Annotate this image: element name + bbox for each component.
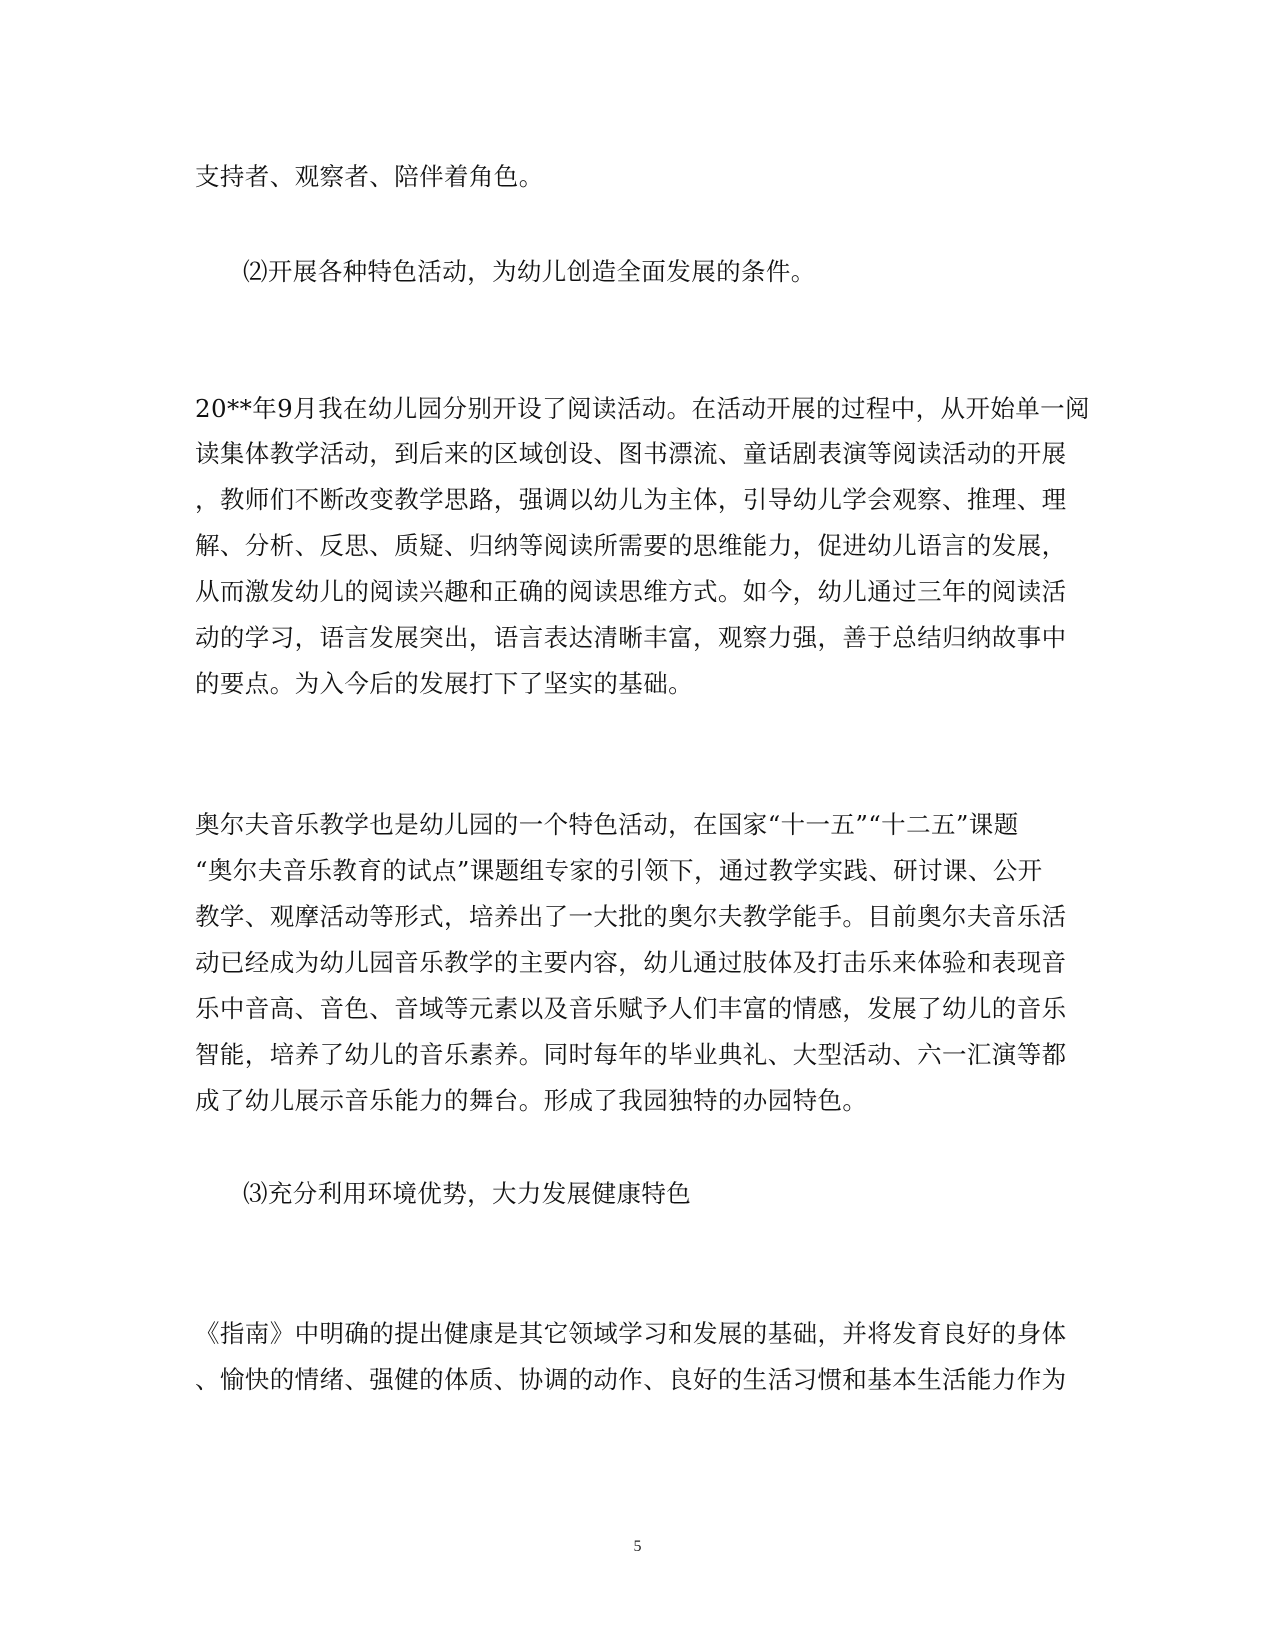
- text-line: 《指南》中明确的提出健康是其它领域学习和发展的基础，并将发育良好的身体: [195, 1319, 1067, 1348]
- text-line: 支持者、观察者、陪伴着角色。: [195, 162, 544, 191]
- text-line: 智能，培养了幼儿的音乐素养。同时每年的毕业典礼、大型活动、六一汇演等都: [195, 1040, 1067, 1069]
- text-line: 成了幼儿展示音乐能力的舞台。形成了我园独特的办园特色。: [195, 1086, 868, 1115]
- text-line: 乐中音高、音色、音域等元素以及音乐赋予人们丰富的情感，发展了幼儿的音乐: [195, 994, 1067, 1023]
- section-heading-2: ⑵开展各种特色活动，为幼儿创造全面发展的条件。: [243, 257, 816, 286]
- section-heading-3: ⑶充分利用环境优势，大力发展健康特色: [243, 1179, 692, 1208]
- text-line: 的要点。为入今后的发展打下了坚实的基础。: [195, 669, 693, 698]
- text-line: 读集体教学活动，到后来的区域创设、图书漂流、童话剧表演等阅读活动的开展: [195, 439, 1067, 468]
- text-line: “奥尔夫音乐教育的试点”课题组专家的引领下，通过教学实践、研讨课、公开: [195, 856, 1043, 885]
- text-line: 奥尔夫音乐教学也是幼儿园的一个特色活动，在国家“十一五”“十二五”课题: [195, 810, 1019, 839]
- text-line: ，教师们不断改变教学思路，强调以幼儿为主体，引导幼儿学会观察、推理、理: [195, 485, 1067, 514]
- text-line: 教学、观摩活动等形式，培养出了一大批的奥尔夫教学能手。目前奥尔夫音乐活: [195, 902, 1067, 931]
- text-line: 20**年9月我在幼儿园分别开设了阅读活动。在活动开展的过程中，从开始单一阅: [195, 394, 1090, 423]
- page-number: 5: [633, 1538, 642, 1555]
- text-line: 动的学习，语言发展突出，语言表达清晰丰富，观察力强，善于总结归纳故事中: [195, 623, 1067, 652]
- text-line: 解、分析、反思、质疑、归纳等阅读所需要的思维能力，促进幼儿语言的发展，: [195, 531, 1067, 560]
- text-line: 动已经成为幼儿园音乐教学的主要内容，幼儿通过肢体及打击乐来体验和表现音: [195, 948, 1067, 977]
- text-line: 、愉快的情绪、强健的体质、协调的动作、良好的生活习惯和基本生活能力作为: [195, 1365, 1067, 1394]
- text-line: 从而激发幼儿的阅读兴趣和正确的阅读思维方式。如今，幼儿通过三年的阅读活: [195, 577, 1067, 606]
